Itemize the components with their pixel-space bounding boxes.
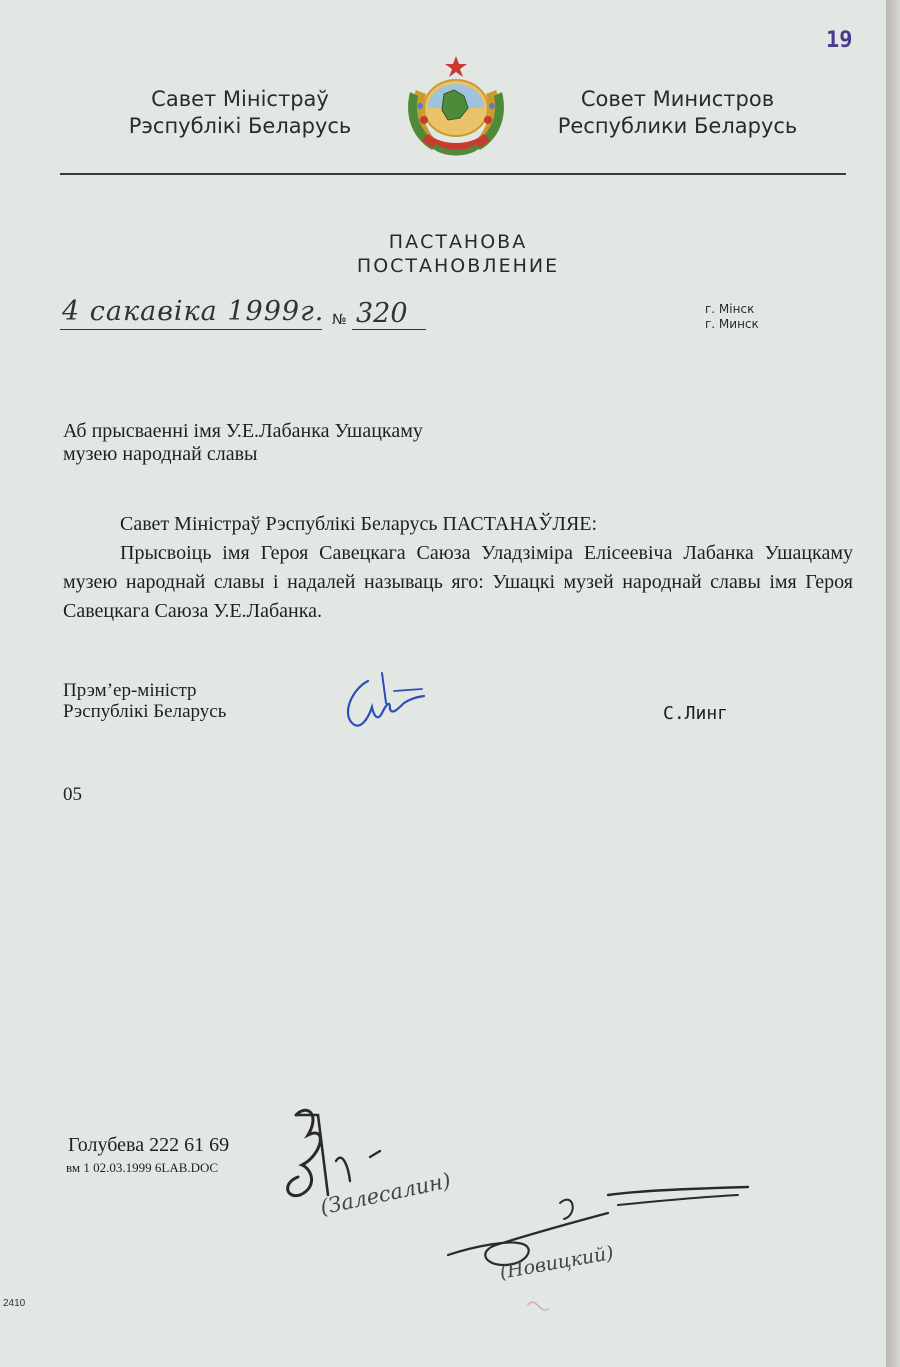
role-line2: Рэспублікі Беларусь <box>63 701 227 722</box>
executor-file: вм 1 02.03.1999 6LAB.DOC <box>66 1160 219 1175</box>
signatory-role <box>63 680 226 722</box>
archive-number: 2410 <box>3 1298 26 1309</box>
handwritten-note-1: (Залесалин) <box>318 1168 453 1220</box>
number-handwritten: 320 <box>356 298 408 329</box>
number-underline <box>352 329 426 330</box>
binding-edge <box>886 0 900 1367</box>
doc-type-be: ПАСТАНОВА <box>388 231 528 253</box>
org-ru-line1: Совет Министров <box>580 87 775 111</box>
executor-name-phone: Голубева 222 61 69 <box>68 1134 230 1156</box>
document-code: 05 <box>63 784 82 805</box>
header-divider <box>60 173 846 175</box>
title-line2: музею народнай славы <box>63 443 258 465</box>
handwritten-signatures-icon <box>278 1095 778 1335</box>
date-handwritten: 4 сакавіка 1999г. <box>62 296 325 327</box>
doc-type-ru: ПОСТАНОВЛЕНИЕ <box>356 255 560 277</box>
signature-mark-icon <box>338 663 428 741</box>
org-ru-line2: Республики Беларусь <box>557 114 798 138</box>
handwritten-note-2: (Новицкий) <box>498 1241 616 1284</box>
date-underline <box>60 329 322 330</box>
document-type <box>300 230 616 278</box>
org-be-line1: Савет Міністраў <box>151 87 329 111</box>
resolution-body <box>63 510 853 626</box>
number-sign: № <box>332 312 347 328</box>
resolution-title <box>63 420 423 466</box>
role-line1: Прэм’ер-міністр <box>63 680 197 701</box>
org-name-russian <box>540 86 815 140</box>
body-paragraph-2: Прысвоіць імя Героя Савецкага Саюза Уладзіміра Елісеевіча Лабанка Ушацкаму музею народнай славы і надалей называць яго: Ушацкі музей народнай славы імя Героя Савецкага Саюза У.Е.Лабанка. <box>63 542 853 622</box>
signatory-name: С.Линг <box>663 703 729 724</box>
body-paragraph-1: Савет Міністраў Рэспублікі Беларусь ПАСТАНАЎЛЯЕ: <box>120 513 598 535</box>
city-ru: г. Минск <box>705 317 759 331</box>
title-line1: Аб прысваенні імя У.Е.Лабанка Ушацкаму <box>63 420 423 442</box>
page-number: 19 <box>826 28 853 53</box>
city-be: г. Мінск <box>705 302 755 316</box>
org-name-belarusian <box>110 86 370 140</box>
city <box>705 302 759 332</box>
state-emblem-icon <box>398 50 514 162</box>
org-be-line2: Рэспублікі Беларусь <box>128 114 352 138</box>
